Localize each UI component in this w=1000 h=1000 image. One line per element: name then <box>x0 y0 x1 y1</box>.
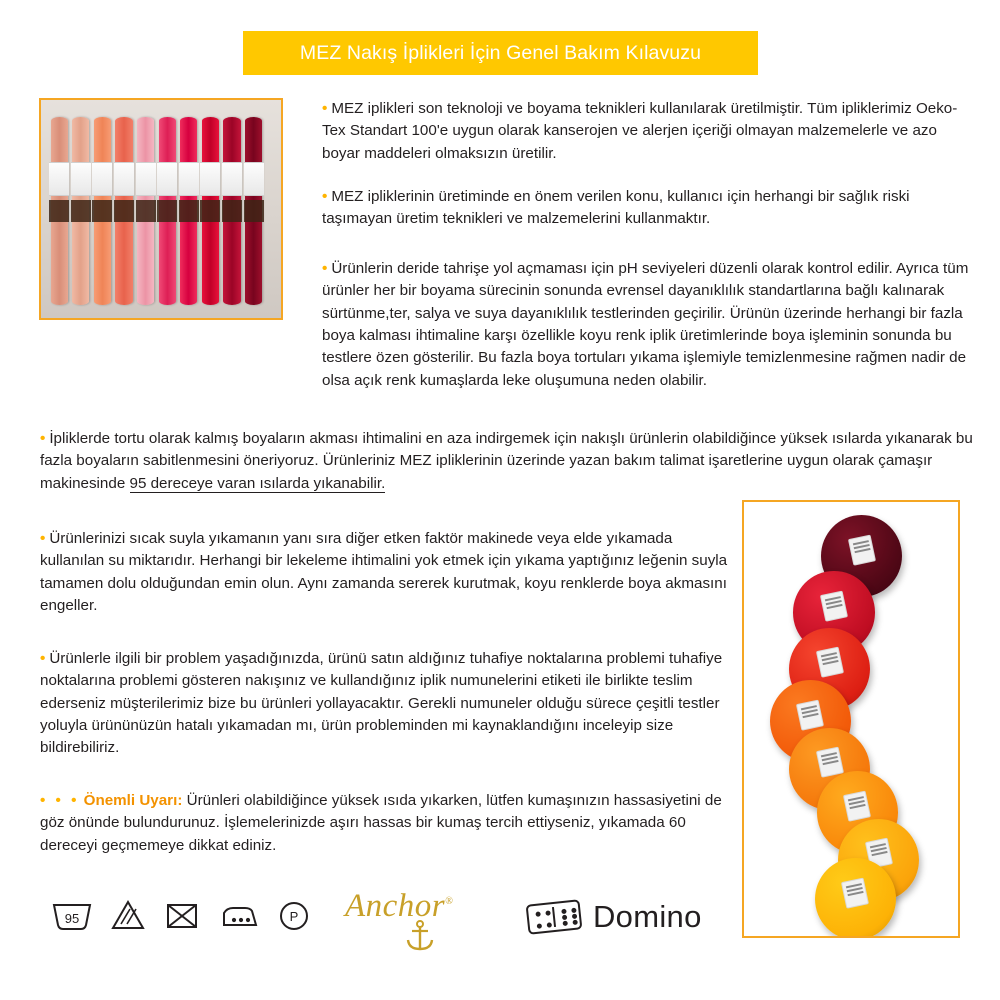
page-title: MEZ Nakış İplikleri İçin Genel Bakım Kılavuzu <box>299 41 702 64</box>
domino-wordmark: Domino <box>593 899 702 934</box>
thread-skein <box>51 117 68 304</box>
svg-text:95: 95 <box>64 911 80 926</box>
bullet-icon: • <box>40 530 46 547</box>
thread-skein <box>159 117 176 304</box>
thread-balls-photo <box>742 500 960 938</box>
bullet-icon: • <box>322 260 328 277</box>
paragraph-3-text: Ürünlerin deride tahrişe yol açmaması için pH seviyeleri düzenli olarak kontrol edilir. Ayrıca tüm ürünler her bir boyama sürecinin sonunda evrensel dayanıklılık standartlarına bağlı kalınarak sürtünme,ter, salya ve suya dayanıklılık testlerinden geçirilir. Ürünün üzerinde herhangi bir fazla boya kalması ihtimaline karşı özellikle koyu renk iplik üretimlerinde boya işleminin sonunda bu testlere özen gösterilir. Bu fazla boya tortuları yıkama işlemiyle temizlenmesine rağmen nadir de olsa açık renk kumaşlarda leke oluşumuna neden olabilir. <box>322 260 969 389</box>
bullet-icon: • <box>40 650 46 667</box>
thread-skein <box>94 117 111 304</box>
warning-label: Önemli Uyarı: <box>83 792 183 809</box>
paragraph-6 <box>40 648 730 760</box>
paragraph-7-warning <box>40 790 730 857</box>
paragraph-4 <box>40 428 980 495</box>
thread-skein <box>115 117 132 304</box>
thread-skein <box>202 117 219 304</box>
paragraph-5 <box>40 528 730 617</box>
paragraph-4-underlined-text: 95 dereceye varan ısılarda yıkanabilir. <box>129 474 386 492</box>
registered-mark: ® <box>445 896 454 907</box>
thread-skein <box>72 117 89 304</box>
domino-logo <box>527 893 702 941</box>
dry-clean-p-symbol <box>274 895 314 935</box>
bleach-non-chlorine-symbol <box>108 895 148 935</box>
paragraph-7-text: Ürünleri olabildiğince yüksek ısıda yıkarken, lütfen kumaşınızın hassasiyetini de göz önünde bulundurunuz. İşlemelerinizde aşırı hassas bir kumaş tercih ettiyseniz, yıkamada 60 dereceyi geçmemeye dikkat ediniz. <box>40 792 722 854</box>
thread-skein <box>223 117 240 304</box>
paragraph-4-text-before: İpliklerde tortu olarak kalmış boyaların akması ihtimalini en aza indirgemek için nakışlı ürünlerin olabildiğince yüksek ısılarda yıkanarak bu fazla boyaların sabitlenmesini öneriyoruz. Ürünleriniz MEZ ipliklerinin üzerinde yazan bakım talimat işaretlerine uygun olarak çamaşır makinesinde <box>40 430 973 492</box>
anchor-icon <box>403 920 437 957</box>
paragraph-3-wrap-spacer <box>0 320 322 388</box>
warning-dots-icon: • • • <box>40 792 80 809</box>
thread-ball <box>815 858 896 938</box>
paragraph-2 <box>322 186 982 231</box>
paragraph-6-text: Ürünlerle ilgili bir problem yaşadığınızda, ürünü satın aldığınız tuhafiye noktalarına problemi tuhafiye noktalarına problemi gösteren nakışınız ve kullandığınız iplik numunelerini etiketi ile birlikte teslim ederseniz müşterilerimiz bize bu ürünleri yollayacaktır. Gerekli numuneler olduğu sürece çeşitli testler yoluyla ürününüzün hatalı yıkamadan mı, ürün probleminden mi kaynaklandığını inceleyip size bildirebiliriz. <box>40 650 723 757</box>
care-symbols-row <box>50 888 310 942</box>
thread-skein <box>180 117 197 304</box>
iron-high-symbol <box>216 895 260 935</box>
bullet-icon: • <box>40 430 46 447</box>
bullet-icon: • <box>322 188 328 205</box>
page-title-banner <box>243 31 758 75</box>
svg-text:P: P <box>289 909 299 924</box>
anchor-word-text: Anchor <box>345 888 446 924</box>
paragraph-5-text: Ürünlerinizi sıcak suyla yıkamanın yanı sıra diğer etken faktör makinede veya elde yıkamada kullanılan su miktarıdır. Herhangi bir lekeleme ihtimalini yok etmek için yıkama yaptığınız leğenin suyla tamamen dolu olduğundan emin olun. Aynı zamanda sererek kurutmak, koyu renklerde boya akmasını engeller. <box>40 530 728 615</box>
domino-tile-icon <box>526 899 583 934</box>
thread-skein <box>137 117 154 304</box>
paragraph-1-text: MEZ iplikleri son teknoloji ve boyama teknikleri kullanılarak üretilmiştir. Tüm ipliklerimiz Oeko-Tex Standart 100'e uygun olarak kanserojen ve alerjen içeriği olmayan malzemelerle ve azo boyar maddeleri olmaksızın üretilir. <box>322 100 958 162</box>
anchor-wordmark <box>345 890 495 923</box>
do-not-tumble-dry-symbol <box>162 895 202 935</box>
embroidery-thread-skeins-photo <box>39 98 283 320</box>
anchor-logo <box>345 890 495 952</box>
wash-95-symbol <box>50 895 94 935</box>
thread-skein <box>245 117 262 304</box>
bullet-icon: • <box>322 100 328 117</box>
paragraph-1 <box>322 98 977 165</box>
paragraph-2-text: MEZ ipliklerinin üretiminde en önem verilen konu, kullanıcı için herhangi bir sağlık riski taşımayan üretim teknikleri ve malzemelerini kullanmaktır. <box>322 188 910 228</box>
paragraph-3 <box>322 258 979 392</box>
